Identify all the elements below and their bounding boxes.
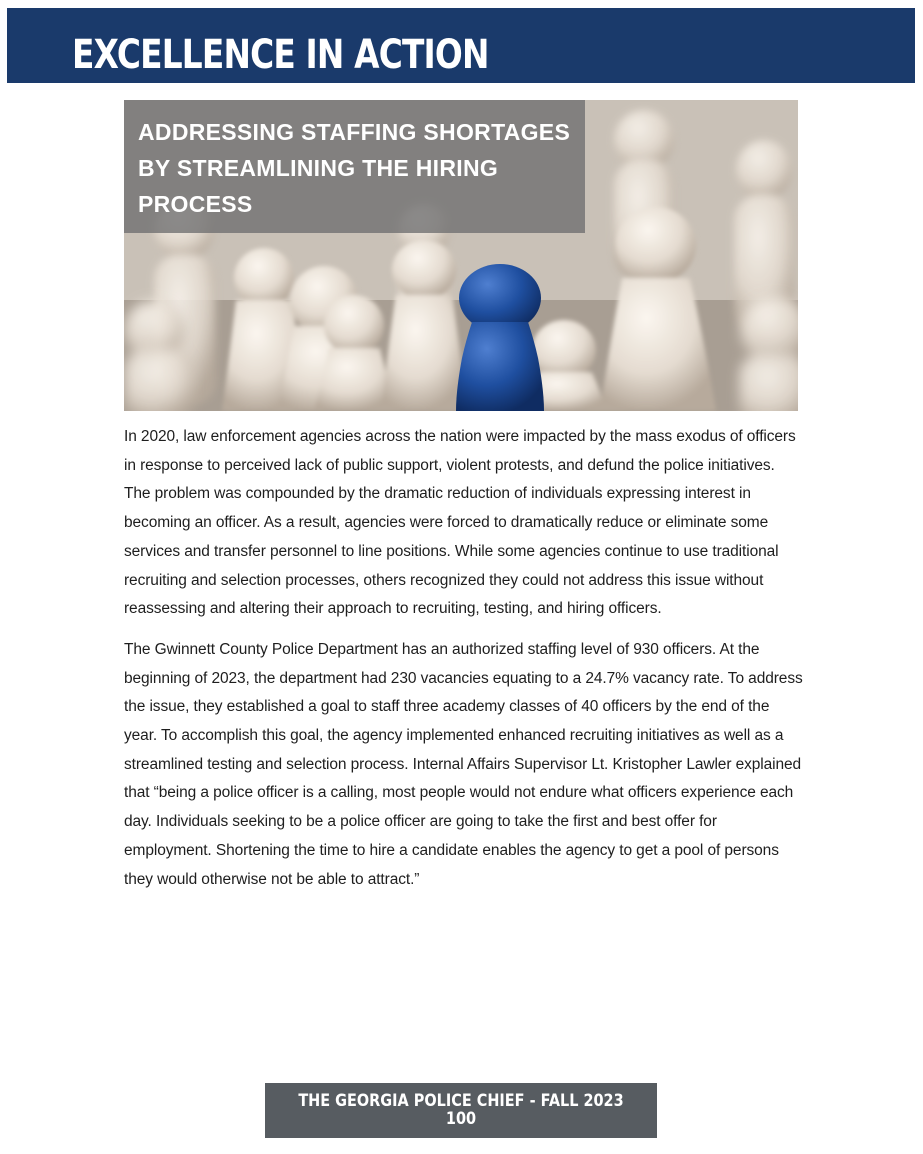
article-paragraph: In 2020, law enforcement agencies across the nation were impacted by the mass exodus of officers in response to perceived lack of public support, violent protests, and defund the police initiatives. The problem was compounded by the dramatic reduction of individuals expressing interest in becoming an officer. As a result, agencies were forced to dramatically reduce or eliminate some services and transfer personnel to line positions. While some agencies continue to use traditional recruiting and selection processes, others recognized they could not address this issue without reassessing and altering their approach to recruiting, testing, and hiring officers. — [124, 428, 796, 618]
article-paragraph: The Gwinnett County Police Department has an authorized staffing level of 930 officers. At the beginning of 2023, the department had 230 vacancies equating to a 24.7% vacancy rate. To address the issue, they established a goal to staff three academy classes of 40 officers by the end of the year. To accomplish this goal, the agency implemented enhanced recruiting initiatives as well as a streamlined testing and selection process. Internal Affairs Supervisor Lt. Kristopher Lawler explained that “being a police officer is a calling, most people would not endure what officers experience each day. Individuals seeking to be a police officer are going to take the first and best offer for employment. Shortening the time to hire a candidate enables the agency to get a pool of persons they would otherwise not be able to attract.” — [124, 640, 803, 888]
publication-title: THE GEORGIA POLICE CHIEF - FALL 2023 — [298, 1091, 624, 1111]
article-headline: ADDRESSING STAFFING SHORTAGES BY STREAMLINING THE HIRING PROCESS — [138, 119, 571, 217]
headline-overlay — [124, 100, 585, 233]
section-title: EXCELLENCE IN ACTION — [72, 32, 489, 78]
hero-image — [124, 100, 798, 411]
page-number: 100 — [445, 1109, 477, 1129]
article-body — [124, 423, 804, 906]
page-footer — [265, 1083, 657, 1138]
blue-pawn-figure — [456, 264, 544, 411]
